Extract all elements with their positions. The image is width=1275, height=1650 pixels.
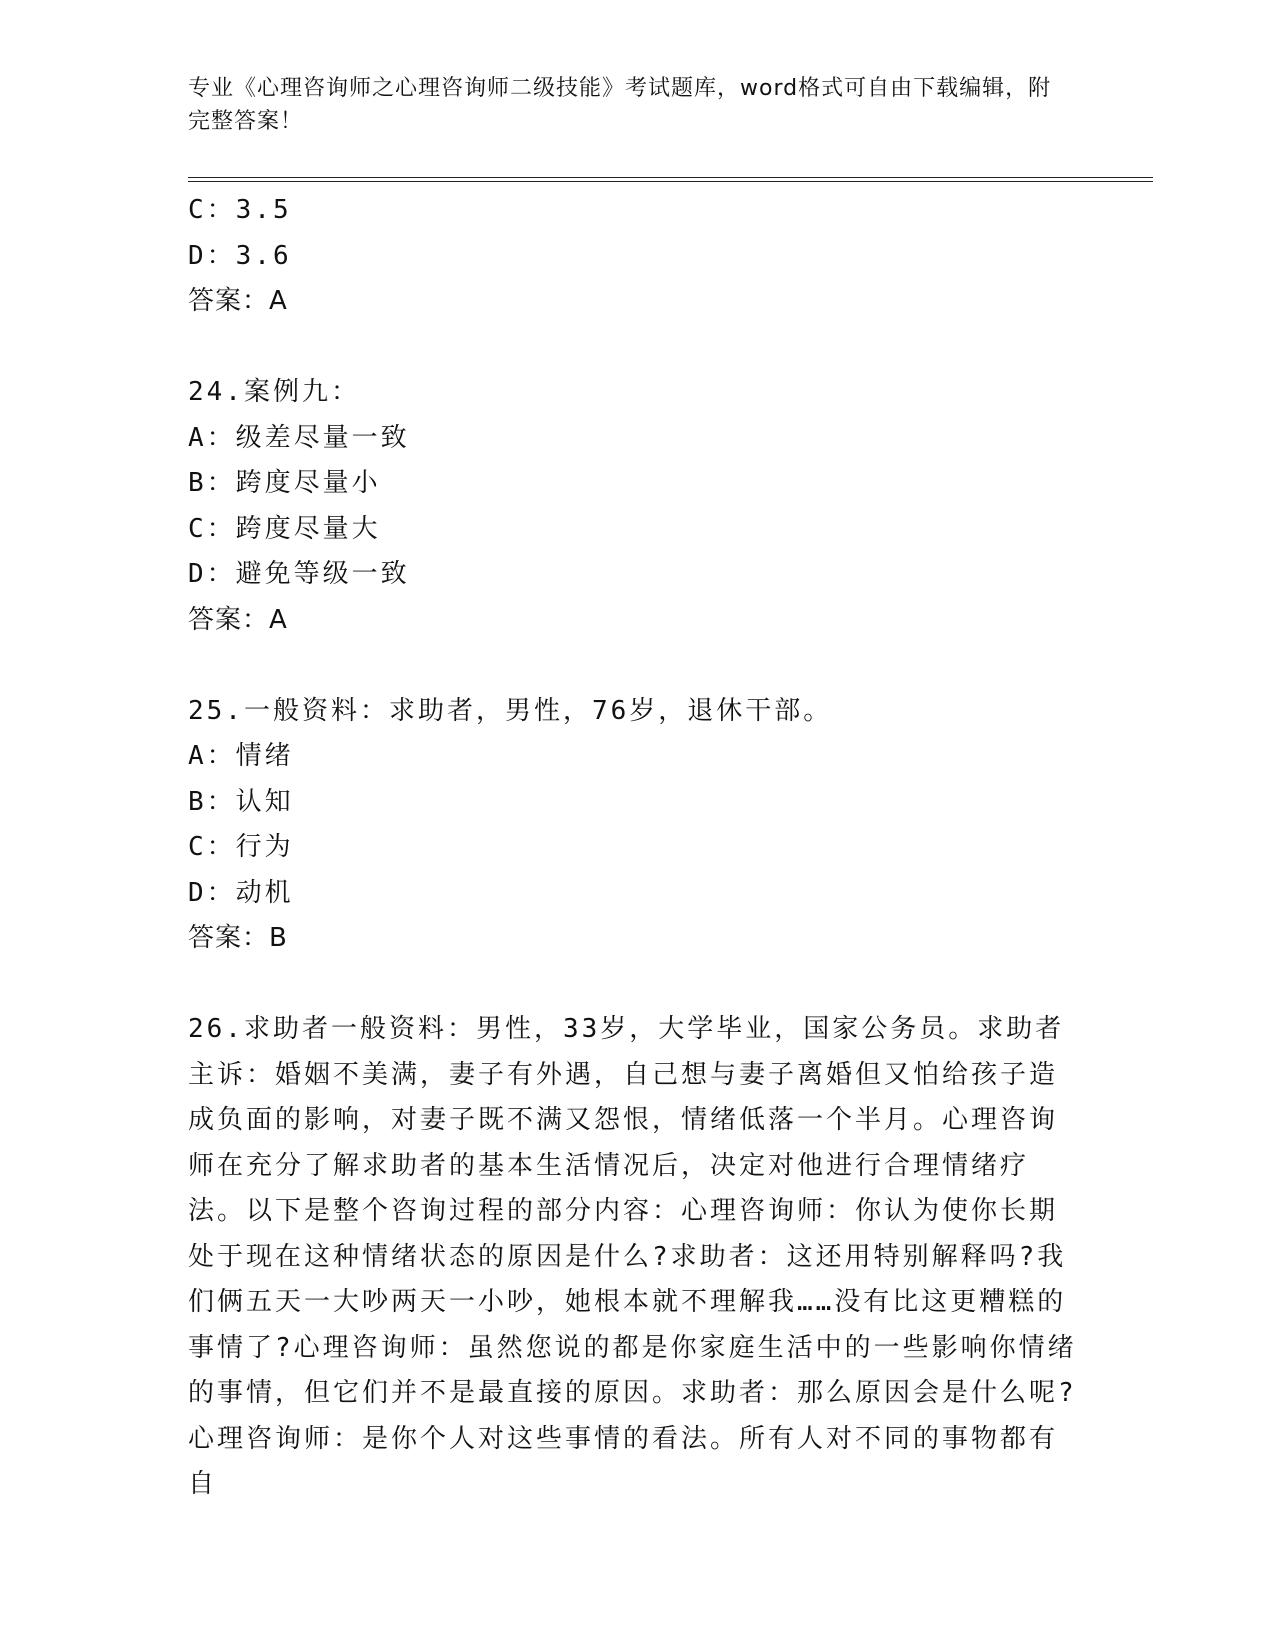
option-d: D：避免等级一致	[188, 559, 410, 589]
question-24-title: 24.案例九：	[188, 377, 360, 407]
answer-line: 答案：B	[188, 923, 288, 953]
question-25-title: 25.一般资料：求助者，男性，76岁，退休干部。	[188, 695, 833, 726]
header-divider	[188, 177, 1153, 182]
answer-line: 答案：A	[188, 604, 288, 635]
option-b: B：跨度尽量小	[188, 468, 381, 498]
option-d: D：3.6	[188, 240, 292, 271]
option-c: C：3.5	[188, 195, 292, 225]
option-d: D：动机	[188, 877, 294, 908]
document-header: 专业《心理咨询师之心理咨询师二级技能》考试题库，word格式可自由下载编辑，附完整答案！	[188, 76, 1052, 134]
option-a: A：级差尽量一致	[188, 422, 410, 453]
spacer	[188, 962, 1088, 1008]
option-c: C：行为	[188, 832, 294, 862]
option-b: B：认知	[188, 786, 294, 817]
question-content	[188, 188, 1088, 1508]
answer-line: 答案：A	[188, 286, 288, 316]
spacer	[188, 643, 1088, 689]
question-26-text: 26.求助者一般资料：男性，33岁，大学毕业，国家公务员。求助者主诉：婚姻不美满，妻子有外遇，自己想与妻子离婚但又怕给孩子造成负面的影响，对妻子既不满又怨恨，情绪低落一个半月。心理咨询师在充分了解求助者的基本生活情况后，决定对他进行合理情绪疗法。以下是整个咨询过程的部分内容：心理咨询师：你认为使你长期处于现在这种情绪状态的原因是什么?求助者：这还用特别解释吗?我们俩五天一大吵两天一小吵，她根本就不理解我……没有比这更糟糕的事情了?心理咨询师：虽然您说的都是你家庭生活中的一些影响你情绪的事情，但它们并不是最直接的原因。求助者：那么原因会是什么呢?心理咨询师：是你个人对这些事情的看法。所有人对不同的事物都有自	[188, 1014, 1077, 1499]
option-c: C：跨度尽量大	[188, 513, 381, 544]
option-a: A：情绪	[188, 741, 294, 771]
spacer	[188, 325, 1088, 371]
